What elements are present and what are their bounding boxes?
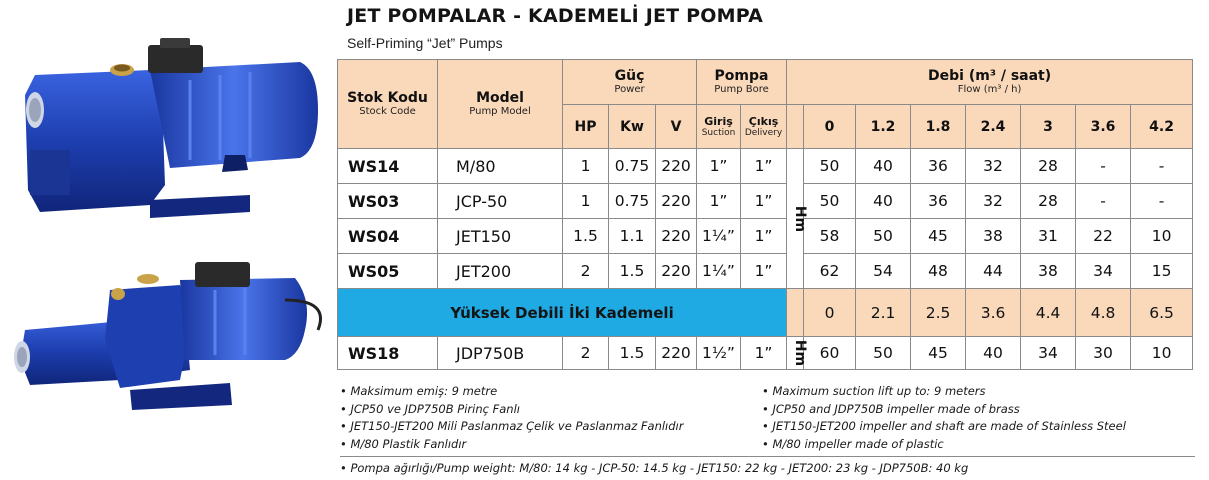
flow-value: 2.5 xyxy=(911,289,966,337)
flow-value: 3.6 xyxy=(966,289,1021,337)
flow-value: 4.8 xyxy=(1076,289,1131,337)
kw-header: Kw xyxy=(609,105,656,149)
table-row: WS04 JET150 1.5 1.1 220 1¼” 1” 58 50 45 38 31 22 10 xyxy=(338,219,1193,254)
stock-code: WS04 xyxy=(338,219,438,254)
note-line: • M/80 impeller made of plastic xyxy=(762,436,944,451)
pump-model: JDP750B xyxy=(438,337,563,370)
two-stage-band-row xyxy=(338,289,1193,337)
pump-weight-note: • Pompa ağırlığı/Pump weight: M/80: 14 kg - JCP-50: 14.5 kg - JET150: 22 kg - JET200: 23 kg - JDP750B: 40 kg xyxy=(340,461,969,475)
volt-header: V xyxy=(656,105,697,149)
note-line: • JCP50 ve JDP750B Pirinç Fanlı xyxy=(340,401,520,416)
stock-code-header: Stok Kodu Stock Code xyxy=(338,60,438,149)
pump-model: M/80 xyxy=(438,149,563,184)
flow-col-header: 3.6 xyxy=(1076,105,1131,149)
pump-model: JET150 xyxy=(438,219,563,254)
pump-model: JCP-50 xyxy=(438,184,563,219)
model-header: Model Pump Model xyxy=(438,60,563,149)
power-header: Güç Power xyxy=(563,60,697,105)
stock-code: WS14 xyxy=(338,149,438,184)
flow-value: 2.1 xyxy=(856,289,911,337)
page-title: JET POMPALAR - KADEMELİ JET POMPA xyxy=(347,5,763,27)
flow-value: 0 xyxy=(804,289,856,337)
stock-code: WS18 xyxy=(338,337,438,370)
two-stage-jet-pump-photo xyxy=(14,262,321,410)
notes-english xyxy=(762,383,1126,453)
jet-pump-photo xyxy=(25,38,318,218)
flow-col-header: 1.8 xyxy=(911,105,966,149)
flow-col-header: 4.2 xyxy=(1131,105,1193,149)
notes-divider xyxy=(340,456,1195,457)
head-unit-label: Hm xyxy=(787,149,804,289)
spec-table xyxy=(337,59,1193,370)
note-line: • JET150-JET200 Mili Paslanmaz Çelik ve Paslanmaz Fanlıdır xyxy=(340,419,684,433)
pump-bore-header: Pompa Pump Bore xyxy=(697,60,787,105)
flow-header: Debi (m³ / saat) Flow (m³ / h) xyxy=(787,60,1193,105)
flow-col-header: 0 xyxy=(804,105,856,149)
suction-header: Giriş Suction xyxy=(697,105,741,149)
pump-model: JET200 xyxy=(438,254,563,289)
notes-turkish xyxy=(340,383,683,453)
stock-code: WS05 xyxy=(338,254,438,289)
stock-code: WS03 xyxy=(338,184,438,219)
hp-header: HP xyxy=(563,105,609,149)
flow-col-header: 2.4 xyxy=(966,105,1021,149)
pump-illustrations xyxy=(0,0,335,480)
table-row: WS18 JDP750B 2 1.5 220 1½” 1” Hm 60 50 45 40 34 30 10 xyxy=(338,337,1193,370)
flow-value: 6.5 xyxy=(1131,289,1193,337)
page-subtitle: Self-Priming “Jet” Pumps xyxy=(347,35,503,51)
delivery-header: Çıkış Delivery xyxy=(741,105,787,149)
note-line: • Maksimum emiş: 9 metre xyxy=(340,384,498,398)
table-row: WS14 M/80 1 0.75 220 1” 1” Hm 50 40 36 32 28 - - xyxy=(338,149,1193,184)
two-stage-band-label: Yüksek Debili İki Kademeli xyxy=(338,289,787,337)
note-line: • JET150-JET200 impeller and shaft are made of Stainless Steel xyxy=(762,419,1126,433)
note-line: • M/80 Plastik Fanlıdır xyxy=(340,436,467,451)
flow-value: 4.4 xyxy=(1021,289,1076,337)
note-line: • JCP50 and JDP750B impeller made of brass xyxy=(762,401,1020,416)
note-line: • Maximum suction lift up to: 9 meters xyxy=(762,384,986,398)
table-row: WS05 JET200 2 1.5 220 1¼” 1” 62 54 48 44 38 34 15 xyxy=(338,254,1193,289)
flow-col-header: 3 xyxy=(1021,105,1076,149)
table-row: WS03 JCP-50 1 0.75 220 1” 1” 50 40 36 32 28 - - xyxy=(338,184,1193,219)
head-unit-label: Hm xyxy=(787,337,804,370)
flow-col-header: 1.2 xyxy=(856,105,911,149)
